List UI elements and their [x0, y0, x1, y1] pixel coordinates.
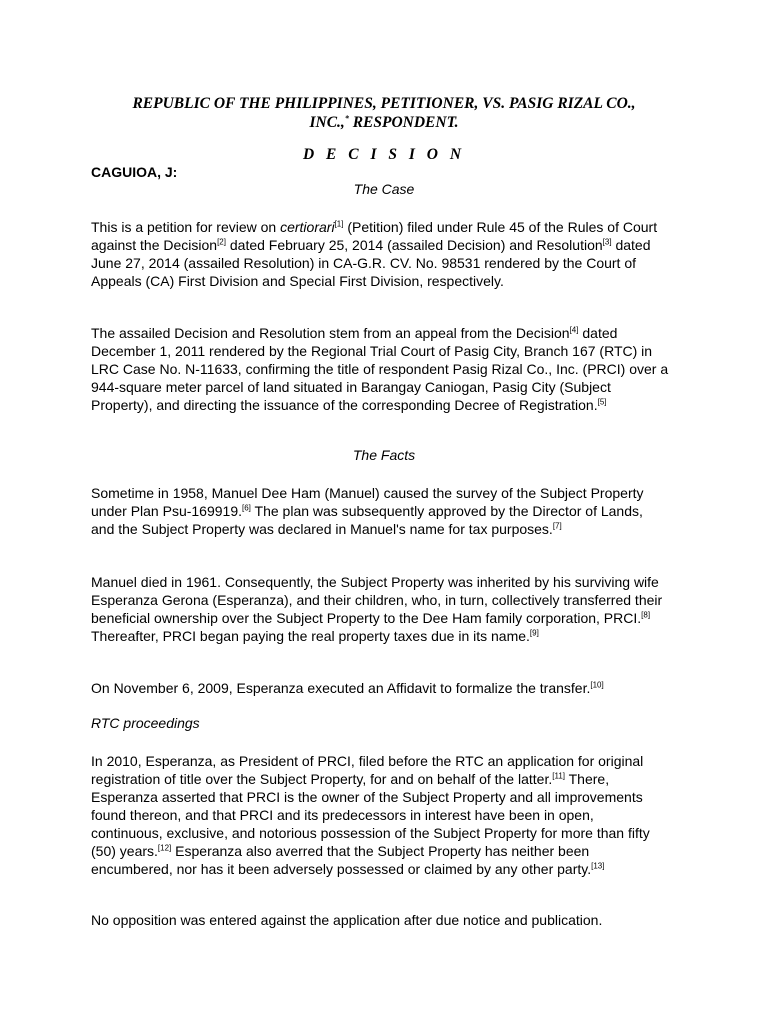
- p4-text2: Thereafter, PRCI began paying the real property taxes due in its name.: [91, 628, 530, 644]
- footnote-ref-7[interactable]: [7]: [552, 521, 562, 531]
- footnote-ref-12[interactable]: [12]: [157, 843, 172, 853]
- footnote-ref-2[interactable]: [2]: [217, 237, 226, 247]
- paragraph-3: [91, 484, 669, 538]
- p4-text1: Manuel died in 1961. Consequently, the Subject Property was inherited by his surviving wife Esperanza Gerona (Esperanza), and their children, who, in turn, collectively transferred their beneficial ownership over the Subject Property to the Dee Ham family corporation, PRCI.: [91, 574, 663, 626]
- title-footnote-mark: *: [344, 113, 349, 123]
- p3-text1: Sometime in 1958, Manuel Dee Ham (Manuel) caused the survey of the Subject Property under Plan Psu-169919.: [91, 485, 644, 519]
- case-title-line2-pre: INC.,: [309, 114, 345, 131]
- footnote-ref-4[interactable]: [4]: [569, 325, 579, 335]
- case-title-line1: REPUBLIC OF THE PHILIPPINES, PETITIONER, VS. PASIG RIZAL CO.,: [132, 95, 636, 112]
- footnote-ref-10[interactable]: [10]: [590, 680, 604, 690]
- p2-text2: dated December 1, 2011 rendered by the Regional Trial Court of Pasig City, Branch 167 (RTC) in LRC Case No. N-11633, confirming the title of respondent Pasig Rizal Co., Inc. (PRCI) over a 944-square meter parcel of land situated in Barangay Caniogan, Pasig City (Subject Property), and directing the issuance of the corresponding Decree of Registration.: [91, 325, 669, 413]
- p1-text2: (Petition) filed under Rule 45 of the Rules of Court against the Decision: [91, 219, 658, 253]
- case-title: [91, 94, 677, 132]
- p1-text3: dated February 25, 2014 (assailed Decision) and Resolution: [225, 237, 603, 253]
- paragraph-2: [91, 324, 669, 414]
- section-heading-rtc-proceedings: RTC proceedings: [91, 715, 200, 731]
- footnote-ref-3[interactable]: [3]: [602, 237, 612, 247]
- paragraph-7: [91, 911, 669, 929]
- footnote-ref-9[interactable]: [9]: [529, 628, 539, 638]
- p5-text1: On November 6, 2009, Esperanza executed an Affidavit to formalize the transfer.: [91, 680, 591, 696]
- decision-heading: D E C I S I O N: [302, 146, 466, 163]
- ponente-author: CAGUIOA, J:: [91, 164, 178, 180]
- paragraph-4: [91, 573, 669, 645]
- footnote-ref-5[interactable]: [5]: [597, 397, 607, 407]
- p6-text3: Esperanza also averred that the Subject Property has neither been encumbered, nor has it been adversely possessed or claimed by any other party.: [91, 843, 592, 877]
- p1-certiorari: certiorari: [280, 219, 335, 235]
- paragraph-1: [91, 218, 669, 290]
- p6-text1: In 2010, Esperanza, as President of PRCI, filed before the RTC an application for original registration of title over the Subject Property, for and on behalf of the latter.: [91, 753, 644, 787]
- p1-text4: dated June 27, 2014 (assailed Resolution) in CA-G.R. CV. No. 98531 rendered by the Court of Appeals (CA) First Division and Special First Division, respectively.: [91, 237, 651, 289]
- footnote-ref-13[interactable]: [13]: [591, 861, 605, 871]
- case-title-line2-post: RESPONDENT.: [348, 114, 459, 131]
- paragraph-6: [91, 752, 669, 878]
- footnote-ref-6[interactable]: [6]: [242, 503, 251, 513]
- p2-text1: The assailed Decision and Resolution stem from an appeal from the Decision: [91, 325, 570, 341]
- footnote-ref-1[interactable]: [1]: [334, 219, 344, 229]
- p6-text2: There, Esperanza asserted that PRCI is the owner of the Subject Property and all improvements found thereon, and that PRCI and its predecessors in interest have been in open, continuous, exclusive, and notorious possession of the Subject Property for more than fifty (50) years.: [91, 771, 650, 859]
- paragraph-5: [91, 679, 669, 697]
- footnote-ref-8[interactable]: [8]: [641, 610, 651, 620]
- footnote-ref-11[interactable]: [11]: [552, 771, 565, 781]
- p7-text1: No opposition was entered against the application after due notice and publication.: [91, 912, 603, 928]
- p3-text2: The plan was subsequently approved by the Director of Lands, and the Subject Property was declared in Manuel's name for tax purposes.: [91, 503, 643, 537]
- section-heading-the-case: The Case: [353, 181, 415, 197]
- section-heading-the-facts: The Facts: [352, 447, 416, 463]
- p1-text1: This is a petition for review on: [91, 219, 281, 235]
